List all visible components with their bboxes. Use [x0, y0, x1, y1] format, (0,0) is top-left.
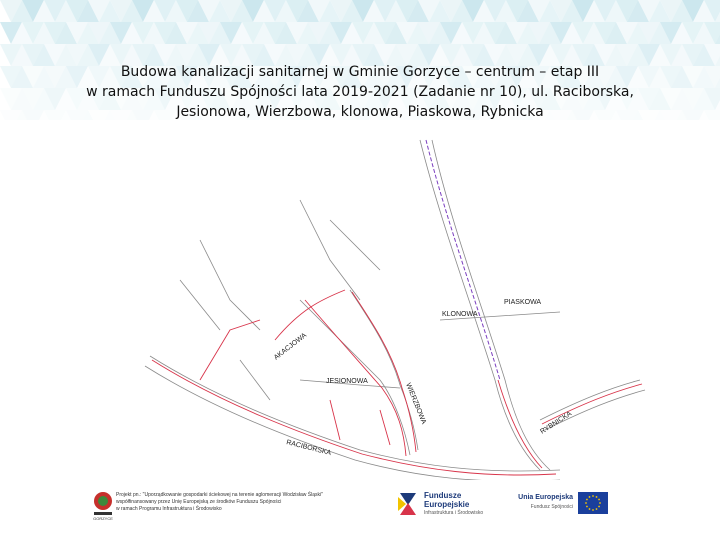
ue-label: [505, 493, 573, 511]
label-raciborska: RACIBORSKA: [285, 439, 332, 458]
fe-line-2: Europejskie: [424, 500, 470, 509]
slide-title: [20, 62, 700, 122]
eu-star-icon: [585, 502, 587, 504]
sewer-map: [0, 120, 720, 480]
road-raciborska-edge-top: [150, 356, 560, 471]
eu-star-icon: [592, 495, 594, 497]
project-line-2: współfinansowany przez Unię Europejską ze środków Funduszu Spójności: [116, 499, 282, 505]
pressure-line-piaskowa: [426, 140, 500, 380]
sewer-lines: [152, 290, 642, 475]
eu-star-icon: [599, 502, 601, 504]
eu-star-icon: [589, 496, 591, 498]
title-line-3: Jesionowa, Wierzbowa, klonowa, Piaskowa, Rybnicka: [176, 104, 544, 120]
ue-line-1: Unia Europejska: [518, 494, 573, 501]
fe-line-3: Infrastruktura i Środowisko: [424, 510, 484, 516]
fe-line-1: Fundusze: [424, 491, 462, 500]
sewer-akacjowa: [275, 290, 345, 340]
eu-star-icon: [598, 506, 600, 508]
road-rybnicka-edge: [540, 380, 640, 420]
eu-star-icon: [592, 509, 594, 511]
gmina-gorzyce-logo: [88, 488, 118, 522]
eu-star-icon: [586, 506, 588, 508]
project-line-3: w ramach Programu Infrastruktura i Środowisko: [116, 506, 222, 512]
parcel-lines: [180, 200, 380, 400]
gmina-logo-caption: GORZYCE: [93, 516, 113, 521]
eu-flag-icon: [578, 492, 608, 514]
label-klonowa: KLONOWA: [442, 311, 478, 318]
label-piaskowa: PIASKOWA: [504, 299, 542, 306]
fe-label: [424, 491, 483, 517]
label-akacjowa: AKACJOWA: [272, 332, 308, 362]
label-wierzbowa: WIERZBOWA: [404, 382, 428, 426]
title-line-2: w ramach Funduszu Spójności lata 2019-2021 (Zadanie nr 10), ul. Raciborska,: [86, 84, 634, 100]
eu-star-icon: [586, 499, 588, 501]
road-wierzbowa-edge: [350, 290, 418, 450]
project-line-1: Projekt pn.: "Uporządkowanie gospodarki ściekowej na terenie aglomeracji Wodzisław Śląski": [116, 492, 323, 498]
road-lines: [145, 140, 645, 480]
eu-star-icon: [598, 499, 600, 501]
eu-star-icon: [596, 496, 598, 498]
label-jesionowa: JESIONOWA: [326, 378, 368, 385]
eu-star-icon: [596, 508, 598, 510]
fundusze-europejskie-logo-icon: [396, 489, 420, 519]
label-rybnicka: RYBNICKA: [539, 410, 574, 436]
project-info: [116, 492, 376, 513]
eu-star-icon: [589, 508, 591, 510]
title-line-1: Budowa kanalizacji sanitarnej w Gminie Gorzyce – centrum – etap III: [120, 64, 600, 80]
side-roads: [300, 312, 560, 388]
sewer-piaskowa-south: [498, 380, 542, 468]
sewer-wierzbowa: [352, 292, 416, 452]
ue-line-2: Fundusz Spójności: [530, 504, 573, 510]
